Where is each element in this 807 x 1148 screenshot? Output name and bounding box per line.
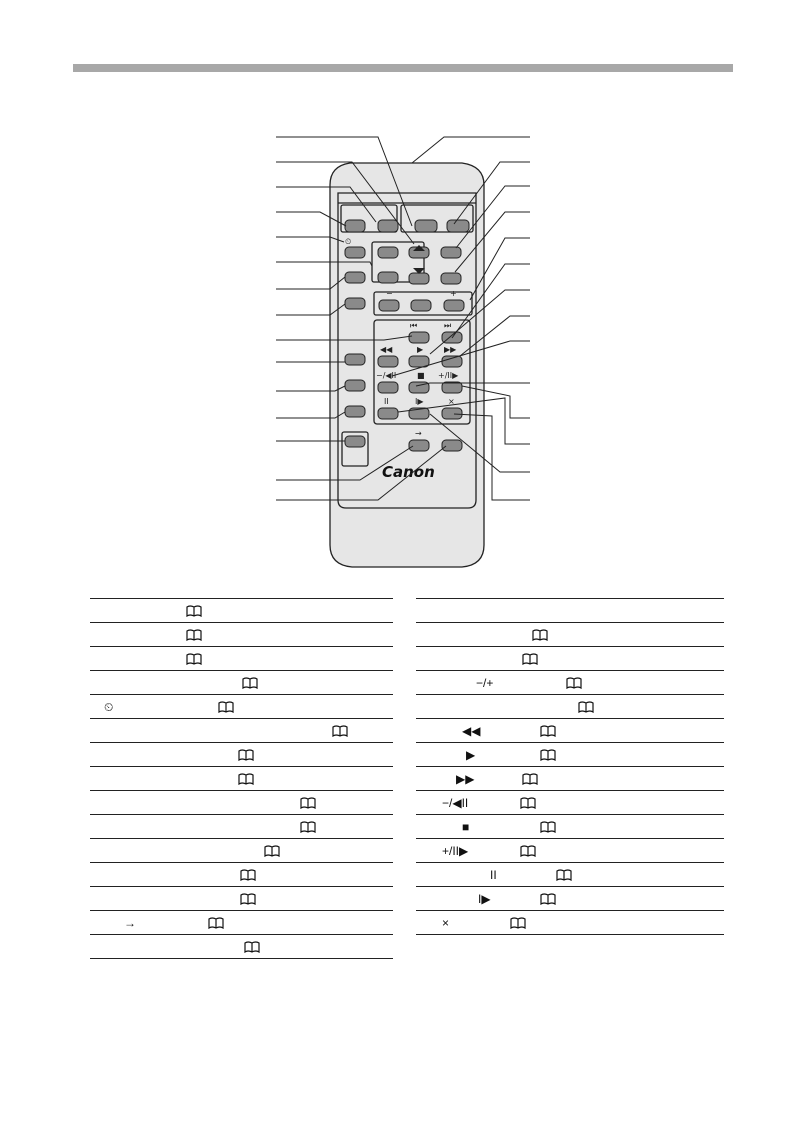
svg-text:⏮: ⏮ [410, 321, 418, 330]
left-legend-table [90, 598, 393, 959]
legend-row [416, 911, 724, 935]
book-icon [186, 629, 202, 641]
remote-button [447, 220, 469, 232]
legend-row [90, 887, 393, 911]
svg-text:▶▶: ▶▶ [444, 345, 457, 354]
svg-text:II: II [384, 397, 389, 406]
book-icon [540, 749, 556, 761]
legend-row [90, 671, 393, 695]
legend-row [90, 695, 393, 719]
legend-symbol: ■ [462, 819, 470, 834]
remote-button [345, 380, 365, 391]
svg-text:■: ■ [417, 371, 425, 380]
book-icon [242, 677, 258, 689]
remote-button [378, 382, 398, 393]
book-icon [556, 869, 572, 881]
legend-row [416, 719, 724, 743]
book-icon [520, 845, 536, 857]
legend-row [416, 671, 724, 695]
legend-row [90, 767, 393, 791]
remote-button [379, 300, 399, 311]
remote-button [378, 408, 398, 419]
book-icon [510, 917, 526, 929]
legend-row [90, 647, 393, 671]
remote-button [411, 300, 431, 311]
svg-text:−/◀II: −/◀II [376, 371, 397, 380]
book-icon [238, 773, 254, 785]
legend-row [90, 719, 393, 743]
legend-row [416, 887, 724, 911]
remote-button [345, 354, 365, 365]
brand-logo: Canon [382, 463, 435, 481]
book-icon [578, 701, 594, 713]
book-icon [540, 725, 556, 737]
svg-text:→: → [415, 429, 422, 438]
legend-symbol: → [124, 915, 136, 930]
right-legend-table [416, 598, 724, 935]
legend-row [90, 815, 393, 839]
legend-symbol: I▶ [478, 891, 491, 906]
remote-button [345, 298, 365, 309]
remote-button [345, 247, 365, 258]
legend-row [90, 863, 393, 887]
remote-button [442, 356, 462, 367]
remote-button [409, 332, 429, 343]
remote-button [442, 440, 462, 451]
legend-row [416, 839, 724, 863]
book-icon [540, 893, 556, 905]
svg-text:+/II▶: +/II▶ [438, 371, 459, 380]
remote-button [441, 247, 461, 258]
remote-button [345, 272, 365, 283]
remote-button [442, 382, 462, 393]
legend-row [416, 767, 724, 791]
svg-text:⏭: ⏭ [444, 321, 452, 330]
legend-row [90, 743, 393, 767]
legend-row [90, 839, 393, 863]
book-icon [240, 893, 256, 905]
svg-text:+: + [450, 289, 457, 298]
legend-symbol: −/+ [476, 675, 494, 690]
remote-button [441, 273, 461, 284]
book-icon [218, 701, 234, 713]
svg-text:I▶: I▶ [415, 397, 424, 406]
book-icon [240, 869, 256, 881]
legend-row [90, 935, 393, 959]
legend-symbol: ◀◀ [462, 723, 481, 738]
svg-text:⏲: ⏲ [345, 237, 352, 246]
remote-button [345, 406, 365, 417]
svg-text:▶: ▶ [417, 345, 424, 354]
legend-row [90, 911, 393, 935]
legend-row [90, 623, 393, 647]
legend-row [90, 598, 393, 623]
legend-symbol: ⏲ [104, 699, 114, 714]
legend-symbol: −/◀II [442, 795, 469, 810]
legend-row [416, 598, 724, 623]
book-icon [566, 677, 582, 689]
book-icon [300, 797, 316, 809]
remote-button [378, 356, 398, 367]
remote-button [409, 440, 429, 451]
remote-button [345, 220, 365, 232]
svg-text:◀◀: ◀◀ [380, 345, 393, 354]
book-icon [522, 653, 538, 665]
book-icon [238, 749, 254, 761]
legend-row [416, 743, 724, 767]
remote-button [378, 272, 398, 283]
book-icon [332, 725, 348, 737]
legend-row [416, 863, 724, 887]
legend-row [90, 791, 393, 815]
legend-row [416, 623, 724, 647]
remote-button [415, 220, 437, 232]
remote-button [442, 408, 462, 419]
book-icon [264, 845, 280, 857]
book-icon [186, 653, 202, 665]
legend-row [416, 791, 724, 815]
remote-button [378, 220, 398, 232]
book-icon [186, 605, 202, 617]
svg-text:−: − [386, 289, 393, 298]
book-icon [540, 821, 556, 833]
book-icon [300, 821, 316, 833]
book-icon [522, 773, 538, 785]
legend-symbol: ▶▶ [456, 771, 475, 786]
legend-symbol: II [490, 867, 497, 882]
svg-text:×: × [448, 397, 455, 406]
book-icon [532, 629, 548, 641]
book-icon [244, 941, 260, 953]
remote-button [444, 300, 464, 311]
book-icon [520, 797, 536, 809]
remote-button [378, 247, 398, 258]
remote-button [345, 436, 365, 447]
legend-symbol: × [442, 915, 450, 930]
remote-button [409, 273, 429, 284]
legend-row [416, 815, 724, 839]
legend-row [416, 695, 724, 719]
legend-row [416, 647, 724, 671]
book-icon [208, 917, 224, 929]
remote-button [409, 356, 429, 367]
legend-symbol: +/II▶ [442, 843, 469, 858]
legend-symbol: ▶ [466, 747, 476, 762]
